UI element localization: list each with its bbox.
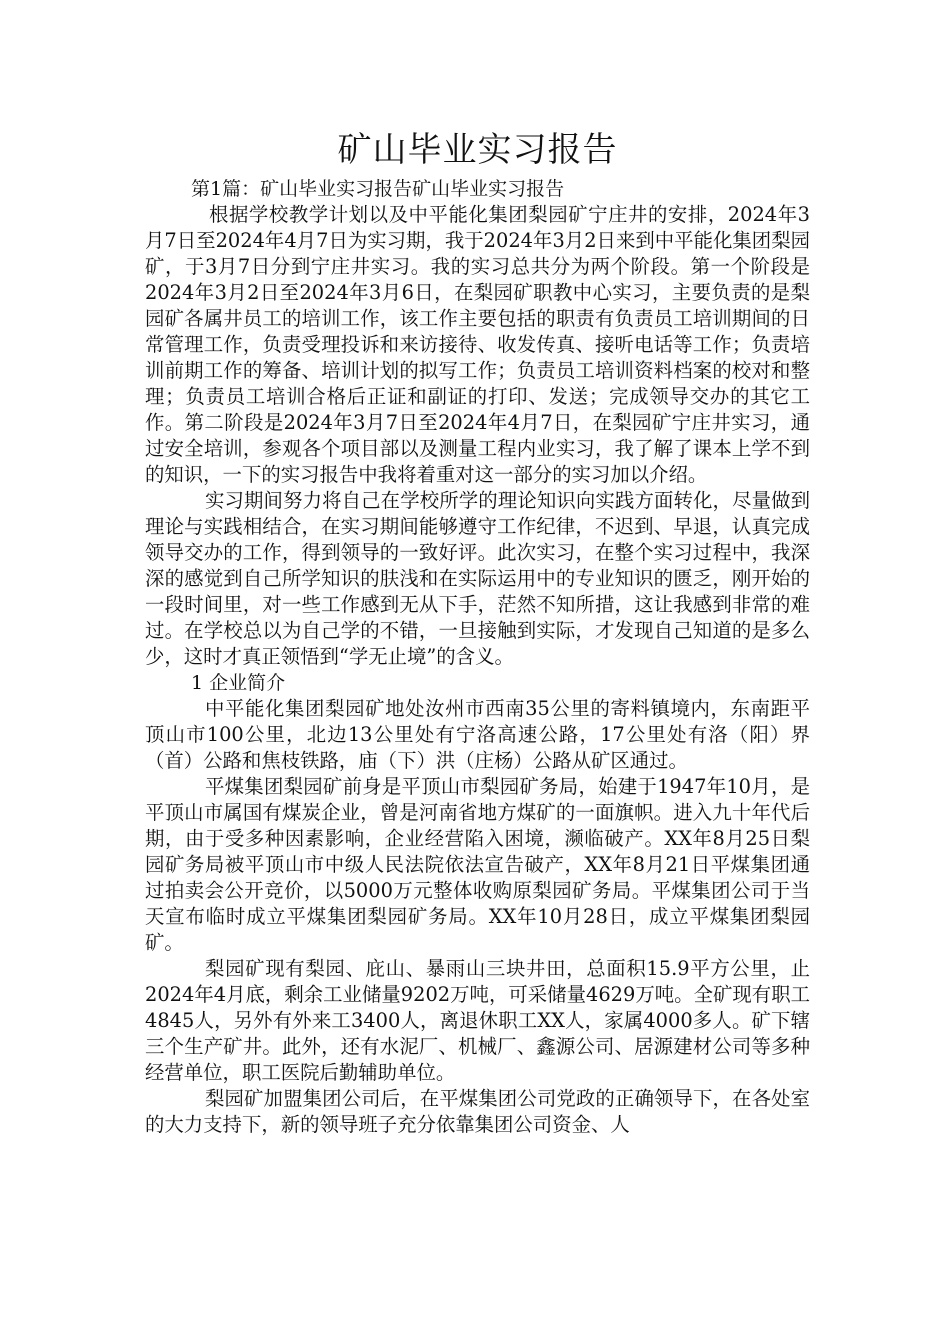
section-paragraph-1: 中平能化集团梨园矿地处汝州市西南35公里的寄料镇境内，东南距平顶山市100公里，北边13公里处有宁洛高速公路，17公里处有洛（阳）界（首）公路和焦枝铁路，庙（下）洪（庄杨）公路从矿区通过。 [145, 697, 810, 772]
section-paragraph-4: 梨园矿加盟集团公司后，在平煤集团公司党政的正确领导下，在各处室的大力支持下，新的领导班子充分依靠集团公司资金、人 [145, 1087, 810, 1136]
body-paragraph-1: 根据学校教学计划以及中平能化集团梨园矿宁庄井的安排，2024年3月7日至2024年4月7日为实习期，我于2024年3月2日来到中平能化集团梨园矿，于3月7日分到宁庄井实习。我的实习总共分为两个阶段。第一个阶段是2024年3月2日至2024年3月6日，在梨园矿职教中心实习，主要负责的是梨园矿各属井员工的培训工作，该工作主要包括的职责有负责员工培训期间的日常管理工作，负责受理投诉和来访接待、收发传真、接听电话等工作；负责培训前期工作的筹备、培训计划的拟写工作；负责员工培训资料档案的校对和整理；负责员工培训合格后正证和副证的打印、发送；完成领导交办的其它工作。第二阶段是2024年3月7日至2024年4月7日，在梨园矿宁庄井实习，通过安全培训，参观各个项目部以及测量工程内业实习，我了解了课本上学不到的知识，一下的实习报告中我将着重对这一部分的实习加以介绍。 [145, 203, 810, 486]
document-subtitle: 第1篇：矿山毕业实习报告矿山毕业实习报告 [191, 178, 565, 200]
body-paragraph-2: 实习期间努力将自己在学校所学的理论知识向实践方面转化，尽量做到理论与实践相结合，在实习期间能够遵守工作纪律，不迟到、早退，认真完成领导交办的工作，得到领导的一致好评。此次实习，在整个实习过程中，我深深的感觉到自己所学知识的肤浅和在实际运用中的专业知识的匮乏，刚开始的一段时间里，对一些工作感到无从下手，茫然不知所措，这让我感到非常的难过。在学校总以为自己学的不错，一旦接触到实际，才发现自己知道的是多么少，这时才真正领悟到“学无止境”的含义。 [145, 489, 810, 668]
document-title: 矿山毕业实习报告 [337, 130, 618, 170]
section-paragraph-2: 平煤集团梨园矿前身是平顶山市梨园矿务局，始建于1947年10月，是平顶山市属国有煤炭企业，曾是河南省地方煤矿的一面旗帜。进入九十年代后期，由于受多种因素影响，企业经营陷入困境，濒临破产。XX年8月25日梨园矿务局被平顶山市中级人民法院依法宣告破产，XX年8月21日平煤集团通过拍卖会公开竞价，以5000万元整体收购原梨园矿务局。平煤集团公司于当天宣布临时成立平煤集团梨园矿务局。XX年10月28日，成立平煤集团梨园矿。 [145, 775, 810, 954]
section-heading: 1 企业简介 [191, 672, 286, 694]
section-paragraph-3: 梨园矿现有梨园、庇山、暴雨山三块井田，总面积15.9平方公里，止2024年4月底，剩余工业储量9202万吨，可采储量4629万吨。全矿现有职工4845人，另外有外来工3400人，离退休职工XX人，家属4000多人。矿下辖三个生产矿井。此外，还有水泥厂、机械厂、鑫源公司、居源建材公司等多种经营单位，职工医院后勤辅助单位。 [145, 957, 810, 1084]
document-page [145, 128, 810, 1138]
